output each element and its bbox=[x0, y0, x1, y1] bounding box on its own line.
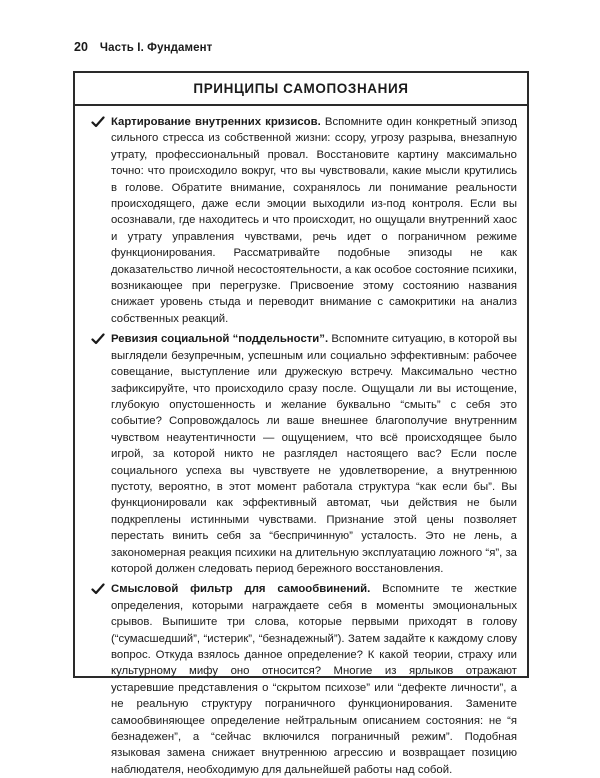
principles-box bbox=[73, 71, 529, 776]
list-item-body: Вспомните один конкретный эпизод сильного стресса из собственной жизни: ссору, угрозу разрыва, внезапную утрату, профессиональный провал. Восстановите картину максимально точно: что происходило вокруг, что вы чувствовали, какие мысли крутились в голове. Обратите внимание, сохранялось ли понимание реальности происходящего, даже если эмоции выходили из-под контроля. Если вы осознавали, где находитесь и что происходит, но ощущали внутренний хаос и утрату управления чувствами, речь идет о пограничном режиме функционирования. Рассматривайте подобные эпизоды не как доказательство личной несостоятельности, а как особое состояние психики, возникающее при перегрузке. Присвоение этому состоянию названия снижает уровень стыда и переводит внимание с самокритики на анализ собственных реакций. bbox=[111, 116, 517, 325]
chapter-title: Часть I. Фундамент bbox=[99, 42, 213, 54]
page-number: 20 bbox=[74, 40, 88, 54]
list-item-text bbox=[111, 331, 517, 577]
list-item-body: Вспомните те жесткие определения, которыми награждаете себя в моменты эмоциональных срывов. Выпишите три слова, которые первыми приходят в голову (“сумасшедший”, “истерик”, “безнадежный”). Затем задайте к каждому слову вопрос. Откуда взялось данное определение? К какой теории, страху или культурному мифу оно относится? Многие из ярлыков отражают устаревшие представления о “скрытом психозе” или “дефекте личности”, а не реальную структуру пограничного функционирования. Замените самообвиняющее определение нейтральным описанием состояния: не “я безнадежен”, а “сейчас включился пограничный режим”. Подобная языковая замена снижает внутреннюю агрессию и возвращает позицию наблюдателя, необходимую для дальнейшей работы над собой. bbox=[111, 583, 517, 776]
list-item bbox=[89, 581, 517, 778]
checkmark-icon bbox=[91, 582, 105, 596]
list-item-body: Вспомните ситуацию, в которой вы выглядели безупречным, успешным или социально эффективным: рабочее совещание, выступление или дружескую встречу. Максимально честно зафиксируйте, что происходило сразу после. Ощущали ли вы истощение, глубокую опустошенность и желание буквально “смыть” с себя это событие? Сопровождалось ли ваше внешнее благополучие внутренним чувством неаутентичности — ощущением, что всё происходящее было игрой, за которой никто не разглядел настоящего вас? Если после социального успеха вы чувствуете не удовлетворение, а внутреннюю пустоту, вероятно, в этот момент работала структура “как если бы”. Вы функционировали как эффективный автомат, чьи действия не были подкреплены истинными чувствами. Признание этой цены позволяет перестать винить себя за “беспричинную” усталость. Это не лень, а закономерная реакция психики на длительную эксплуатацию ложного “я”, за которой должен следовать период бережного восстановления. bbox=[111, 333, 517, 575]
list-item bbox=[89, 114, 517, 327]
list-item-text bbox=[111, 581, 517, 778]
box-body bbox=[75, 106, 527, 778]
list-item-text bbox=[111, 114, 517, 327]
list-item-heading: Картирование внутренних кризисов. bbox=[111, 116, 321, 128]
list-item-heading: Смысловой фильтр для самообвинений. bbox=[111, 583, 371, 596]
running-header bbox=[74, 40, 212, 54]
checkmark-icon bbox=[91, 332, 105, 346]
list-item-heading: Ревизия социальной “поддельности”. bbox=[111, 333, 329, 346]
list-item bbox=[89, 331, 517, 577]
box-title: ПРИНЦИПЫ САМОПОЗНАНИЯ bbox=[75, 73, 527, 106]
checkmark-icon bbox=[91, 115, 105, 129]
